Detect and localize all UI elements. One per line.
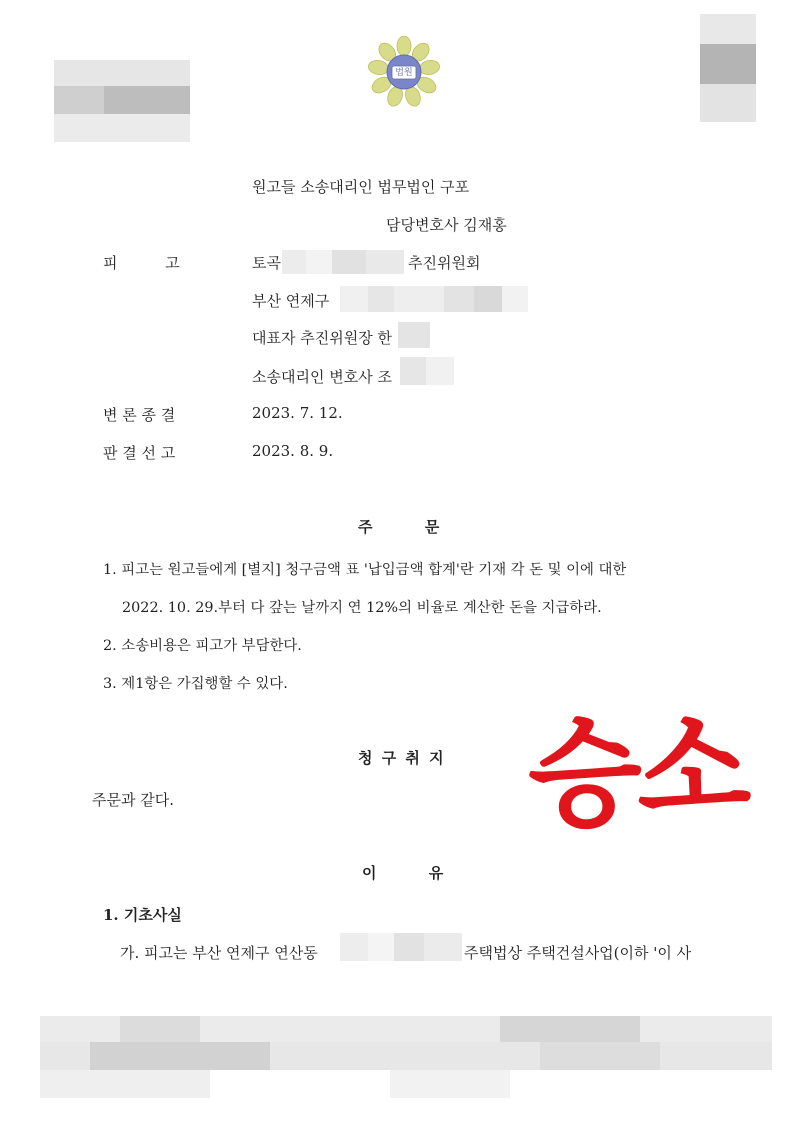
closing-date-value: 2023. 7. 12.: [252, 404, 343, 422]
redacted-defendant-address: [340, 286, 528, 312]
order-item-3: 3. 제1항은 가집행할 수 있다.: [103, 676, 288, 692]
defendant-name-prefix: 토곡: [252, 254, 281, 272]
reason-section-1: 1. 기초사실: [103, 906, 182, 924]
redacted-footer: [40, 1016, 772, 1098]
court-seal-label: 법원: [395, 68, 413, 78]
redacted-counsel-name: [400, 357, 454, 385]
claim-title: 청 구 취 지: [358, 749, 446, 767]
defendant-name-suffix: 추진위원회: [408, 254, 481, 272]
defendant-label: 피 고: [103, 254, 180, 272]
judgment-date-value: 2023. 8. 9.: [252, 442, 334, 460]
plaintiff-agent-line: 원고들 소송대리인 법무법인 구포: [252, 178, 470, 196]
reason-paragraph-suffix: 주택법상 주택건설사업(이하 '이 사: [464, 944, 692, 962]
order-item-1-line-1: 1. 피고는 원고들에게 [별지] 청구금액 표 '납입금액 합계'란 기재 각 돈 및 이에 대한: [103, 562, 627, 578]
defendant-address-prefix: 부산 연제구: [252, 292, 330, 310]
order-title: 주 문: [358, 518, 440, 536]
redacted-defendant-name: [282, 250, 404, 274]
order-item-1-line-2: 2022. 10. 29.부터 다 갚는 날까지 연 12%의 비율로 계산한 돈을 지급하라.: [122, 600, 602, 616]
redacted-header-left: [54, 60, 190, 142]
defendant-counsel: 소송대리인 변호사 조: [252, 368, 392, 386]
judgment-date-label: 판 결 선 고: [103, 444, 176, 462]
redacted-address-detail: [340, 933, 462, 961]
court-seal-icon: [368, 36, 440, 108]
closing-date-label: 변 론 종 결: [103, 406, 176, 424]
reason-paragraph-prefix: 가. 피고는 부산 연제구 연산동: [120, 944, 318, 962]
redacted-representative-name: [398, 322, 430, 348]
defendant-representative: 대표자 추진위원장 한: [252, 329, 392, 347]
redacted-header-right: [700, 14, 756, 122]
win-stamp: 승소: [524, 696, 748, 846]
order-item-2: 2. 소송비용은 피고가 부담한다.: [103, 638, 302, 654]
claim-text: 주문과 같다.: [92, 791, 174, 809]
lawyer-line: 담당변호사 김재홍: [386, 216, 507, 234]
reason-title: 이 유: [362, 864, 444, 882]
